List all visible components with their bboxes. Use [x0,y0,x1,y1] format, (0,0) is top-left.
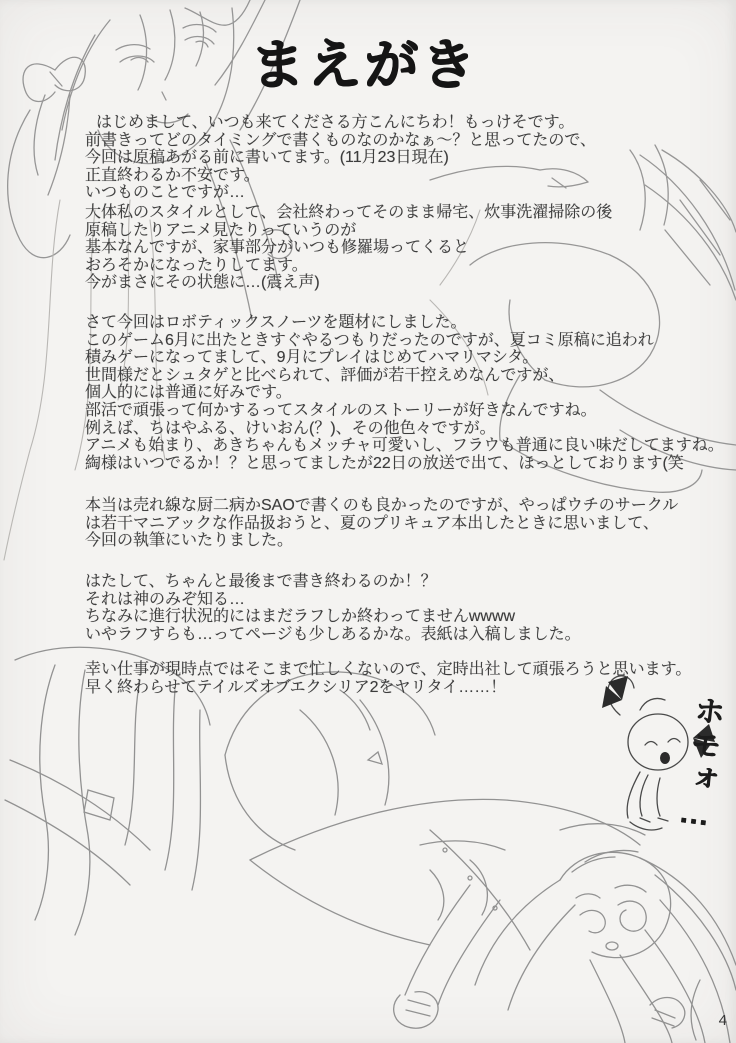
text-line: 基本なんですが、家事部分がいつも修羅場ってくると [85,239,470,257]
text-line: 部活で頑張って何かするってスタイルのストーリーが好きなんですね。 [85,401,597,419]
text-line: 例えば、ちはやふる、けいおん(？)、その他色々ですが。 [85,419,496,437]
text-line: 大体私のスタイルとして、会社終わってそのまま帰宅、炊事洗濯掃除の後 [85,204,613,221]
text-line: ちなみに進行状況的にはまだラフしか終わってませんwwww [85,608,516,626]
text-line: 今がまさにその状態に…(震え声) [85,274,320,292]
paragraph-daily-life [85,204,612,292]
text-line: 世間様だとシュタゲと比べられて、評価が若干控えめなんですが、 [85,366,565,384]
text-line: は若干マニアックな作品扱おうと、夏のプリキュア本出したときに思いまして、 [85,514,659,532]
paragraph-progress [85,573,581,643]
text-line: 綯様はいつでるか！？と思ってましたが22日の放送で出て、ほっとしております(笑 [85,454,684,472]
text-line: はじめまして、いつも来てくださる方こんにちわ！もっけそです。 [96,114,575,131]
text-line: このゲーム6月に出たときすぐやるつもりだったのですが、夏コミ原稿に追われ [85,331,654,349]
text-line: アニメも始まり、あきちゃんもメッチャ可愛いし、フラウも普通に良い味だしてますね。 [85,437,724,455]
text-line: 今回の執筆にいたりました。 [85,532,294,550]
text-line: 幸い仕事が現時点ではそこまで忙しくないので、定時出社して頑張ろうと思います。 [85,661,692,678]
text-line: 今回は原稿あがる前に書いてます。(11月23日現在) [85,149,449,167]
text-line: 早く終わらせてテイルズオブエクシリア2をヤリタイ……！ [85,678,507,696]
lying-girl-sketch [5,647,736,1043]
text-line: それは神のみぞ知る… [85,590,246,608]
text-line: 本当は売れ線な厨二病かSAOで書くのも良かったのですが、やっぱウチのサークル [85,497,679,514]
paragraph-intro [85,114,596,202]
text-line: いつものことですが… [85,184,246,202]
page-number: 4 [718,1012,727,1029]
text-line: いやラフすらも…ってページも少しあるかな。表紙は入稿しました。 [85,625,581,643]
text-line: さて今回はロボティックスノーツを題材にしました。 [85,314,467,331]
text-line: 積みゲーになってまして、9月にプレイはじめてハマリマシタ。 [85,349,539,367]
text-line: はたして、ちゃんと最後まで書き終わるのか！？ [85,573,437,590]
text-line: 前書きってどのタイミングで書くものなのかなぁ～？と思ってたので、 [85,131,597,149]
text-line: 原稿したりアニメ見たりっていうのが [85,221,357,239]
page-title: まえがき [250,33,478,96]
handwritten-note: ホモォ… [674,692,727,836]
text-line: 個人的には普通に好みです。 [85,384,292,402]
text-line: おろそかになったりしてます。 [85,256,308,274]
paragraph-circle-policy [85,497,678,550]
paragraph-closing [85,661,691,696]
paragraph-robotics-notes [85,314,724,472]
text-line: 正直終わるか不安です。 [85,166,260,184]
